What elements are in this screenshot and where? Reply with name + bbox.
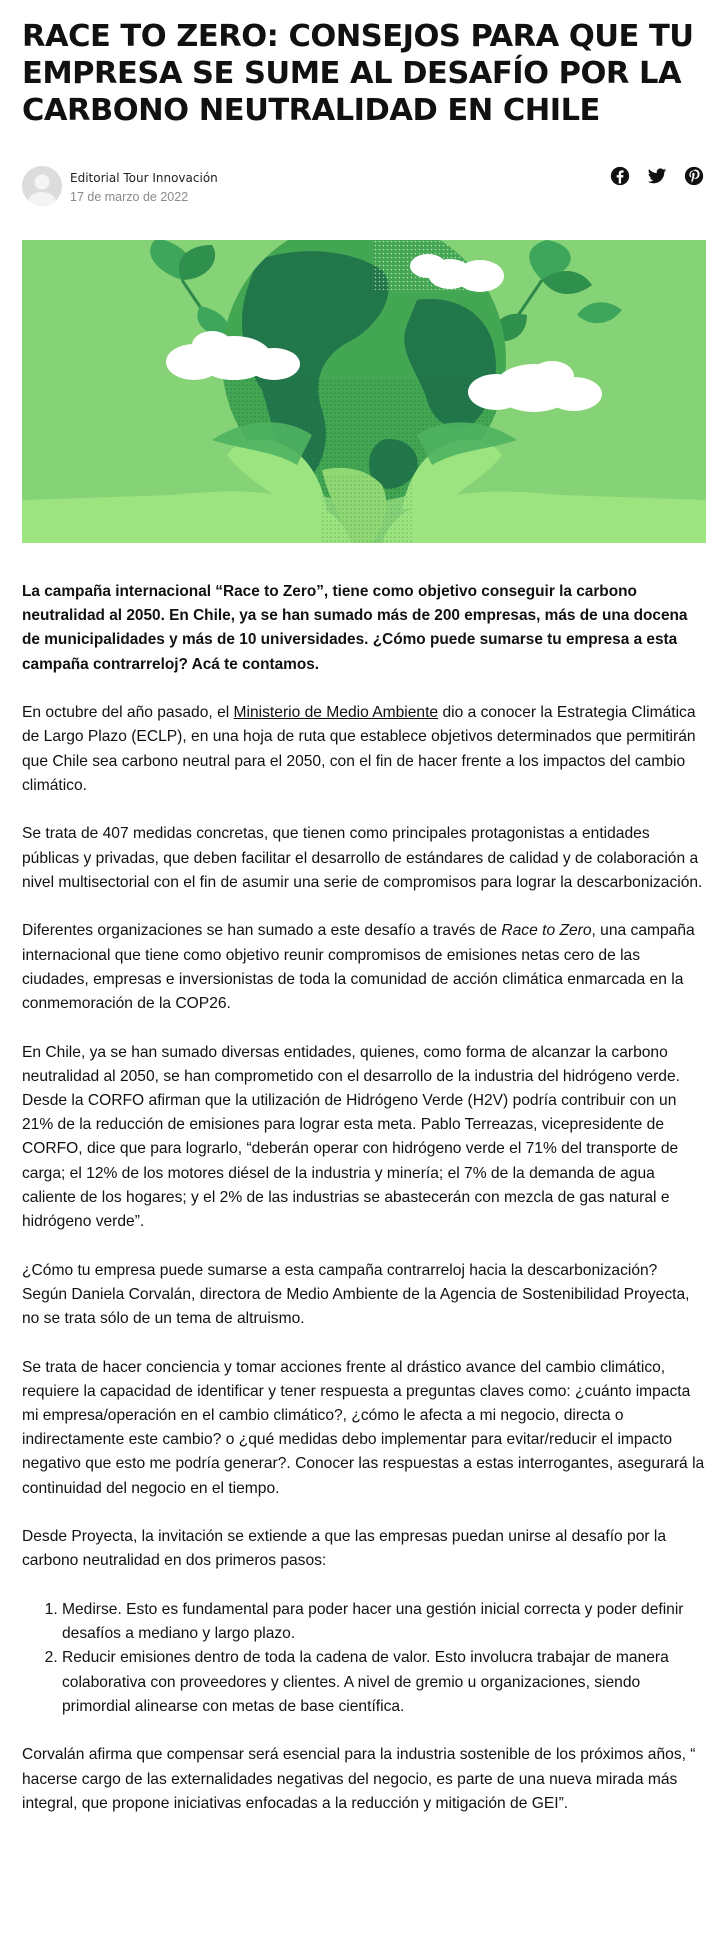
author-name[interactable]: Editorial Tour Innovación	[70, 171, 218, 185]
paragraph-3	[22, 919, 706, 1016]
paragraph-1-end: dio a conocer la Estrategia Climática de Largo Plazo (ECLP), en una hoja de ruta que establece objetivos determinados que permitirán que Chile sea carbono neutral para el 2050, con el fin de hacer frente a los impactos del cambio climático.	[22, 704, 696, 794]
paragraph-7: Desde Proyecta, la invitación se extiende a que las empresas puedan unirse al desafío por la carbono neutralidad en dos primeros pasos:	[22, 1528, 667, 1570]
paragraph-3-end: , una campaña internacional que tiene como objetivo reunir compromisos de emisiones netas cero de las ciudades, empresas e inversionistas de toda la comunidad de acción climática enmarcada en la conmemoración de la COP26.	[22, 922, 695, 1013]
hero-illustration	[22, 240, 706, 543]
lead-paragraph: La campaña internacional “Race to Zero”, tiene como objetivo conseguir la carbono neutralidad al 2050. En Chile, ya se han sumado más de 200 empresas, más de una docena de municipalidades y más de 10 universidades. ¿Cómo puede sumarse tu empresa a esta campaña contrarreloj? Acá te contamos.	[22, 583, 688, 673]
author-avatar[interactable]	[22, 166, 62, 206]
twitter-icon[interactable]	[647, 166, 667, 186]
facebook-icon[interactable]	[610, 166, 630, 186]
paragraph-6: Se trata de hacer conciencia y tomar acciones frente al drástico avance del cambio climático, requiere la capacidad de identificar y tener respuesta a preguntas claves como: ¿cuánto impacta mi empresa/operación en el cambio climático?, ¿cómo le afecta a mi negocio, directa o indirectamente este cambio? o ¿qué medidas debo implementar para evitar/reducir el impacto negativo que esto me podría generar?. Conocer las respuestas a estas interrogantes, asegurará la continuidad del negocio en el tiempo.	[22, 1358, 705, 1497]
avatar-placeholder-icon	[22, 166, 62, 206]
pinterest-icon[interactable]	[684, 166, 704, 186]
paragraph-2: Se trata de 407 medidas concretas, que tienen como principales protagonistas a entidades públicas y privadas, que deben facilitar el desarrollo de estándares de calidad y de colaboración a nivel multisectorial con el fin de asumir una serie de compromisos para lograr la descarbonización.	[22, 825, 703, 891]
article-body	[22, 580, 706, 1840]
steps-list	[22, 1598, 706, 1719]
paragraph-1-start: En octubre del año pasado, el	[22, 704, 234, 722]
list-item: 2. Reducir emisiones dentro de toda la cadena de valor. Esto involucra trabajar de manera colaborativa con proveedores y clientes. A nivel de gremio u organizaciones, siendo primordial alinearse con metas de base científica.	[62, 1646, 706, 1719]
paragraph-1	[22, 701, 706, 798]
paragraph-8: Corvalán afirma que compensar será esencial para la industria sostenible de los próximos años, “ hacerse cargo de las externalidades negativas del negocio, es parte de una nueva mirada más integral, que propone iniciativas enfocadas a la reducción y mitigación de GEI”.	[22, 1746, 696, 1812]
race-to-zero-emphasis: Race to Zero	[501, 922, 592, 940]
paragraph-3-start: Diferentes organizaciones se han sumado a este desafío a través de	[22, 922, 502, 940]
list-item: 1. Medirse. Esto es fundamental para poder hacer una gestión inicial correcta y poder definir desafíos a mediano y largo plazo.	[62, 1598, 706, 1646]
article-title: RACE TO ZERO: CONSEJOS PARA QUE TU EMPRESA SE SUME AL DESAFÍO POR LA CARBONO NEUTRALIDAD EN CHILE	[22, 19, 694, 128]
publish-date: 17 de marzo de 2022	[70, 190, 189, 204]
earth-in-hands-illustration	[22, 240, 706, 543]
ministerio-link[interactable]: Ministerio de Medio Ambiente	[233, 704, 439, 722]
paragraph-5: ¿Cómo tu empresa puede sumarse a esta campaña contrarreloj hacia la descarbonización? Según Daniela Corvalán, directora de Medio Ambiente de la Agencia de Sostenibilidad Proyecta, no se trata sólo de un tema de altruismo.	[22, 1261, 690, 1328]
paragraph-4: En Chile, ya se han sumado diversas entidades, quienes, como forma de alcanzar la carbono neutralidad al 2050, se han comprometido con el desarrollo de la industria del hidrógeno verde. Desde la CORFO afirman que la utilización de Hidrógeno Verde (H2V) podría contribuir con un 21% de la reducción de emisiones para lograr esta meta. Pablo Terreazas, vicepresidente de CORFO, dice que para lograrlo, “deberán operar con hidrógeno verde el 71% del transporte de carga; el 12% de los motores diésel de la industria y minería; el 7% de la demanda de agua caliente de los hogares; y el 2% de las industrias se abastecerán con mezcla de gas natural e hidrógeno verde”.	[22, 1043, 680, 1231]
